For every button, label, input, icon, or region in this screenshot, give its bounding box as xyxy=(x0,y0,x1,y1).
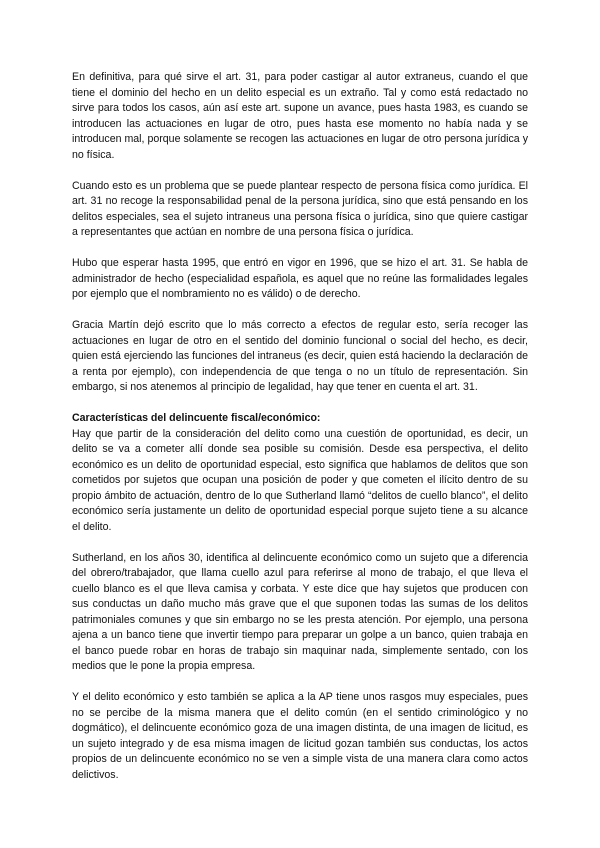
paragraph-rasgos-especiales: Y el delito económico y esto también se aplica a la AP tiene unos rasgos muy especiales, pues no se percibe de la misma manera que el delito común (en el sentido criminológico y no dogmático), el delincuente económico goza de una imagen distinta, de una imagen de licitud, es un sujeto integrado y de esa misma imagen de licitud gozan también sus conductas, los actos propios de un delincuente económico no se ven a simple vista de una manera clara como actos delictivos. xyxy=(72,691,528,781)
paragraph-oportunidad: Hay que partir de la consideración del delito como una cuestión de oportunidad, es decir, un delito se va a cometer allí donde sea posible su comisión. Desde esa perspectiva, el delito económico es un delito de oportunidad especial, esto significa que hablamos de delitos que son cometidos por sujetos que ocupan una posición de poder y que cometen el ilícito dentro de su propio ámbito de actuación, dentro de lo que Sutherland llamó “delitos de cuello blanco”, el delito económico sería justamente un delito de oportunidad especial porque sujeto tiene a su alcance el delito. xyxy=(72,427,528,533)
paragraph-art31-purpose: En definitiva, para qué sirve el art. 31, para poder castigar al autor extraneus, cuando el que tiene el dominio del hecho en un delito especial es un extraño. Tal y como está redactado no sirve para todos los casos, aún así este art. supone un avance, pues hasta 1983, es cuando se introducen las actuaciones en lugar de otro, pues hasta ese momento no había nada y se introducen mal, porque solamente se recogen las actuaciones en lugar de otro persona jurídica y no física. xyxy=(72,71,528,161)
paragraph-persona-fisica-juridica: Cuando esto es un problema que se puede plantear respecto de persona física como jurídica. El art. 31 no recoge la responsabilidad penal de la persona jurídica, sino que está pensando en los delitos especiales, sea el sujeto intraneus una persona física o jurídica, sino que quiere castigar a representantes que actúan en nombre de una persona física o jurídica. xyxy=(72,179,528,238)
paragraph-gracia-martin: Gracia Martín dejó escrito que lo más correcto a efectos de regular esto, sería recoger las actuaciones en lugar de otro en el sentido del dominio funcional o social del hecho, es decir, quien está ejerciendo las funciones del intraneus (es decir, quien está haciendo la declaración de a renta por ejemplo), con independencia de que tenga o no un título de representación. Sin embargo, si nos atenemos al principio de legalidad, hay que tener en cuenta el art. 31. xyxy=(72,319,528,393)
document-page xyxy=(72,70,528,799)
section-heading: Características del delincuente fiscal/económico: xyxy=(72,412,321,424)
paragraph-sutherland: Sutherland, en los años 30, identifica al delincuente económico como un sujeto que a diferencia del obrero/trabajador, que llama cuello azul para referirse al mono de trabajo, el que lleva el cuello blanco es el que lleva camisa y corbata. Y este dice que hay sujetos que producen con sus conductas un daño mucho más grave que el que suponen todas las sumas de los delitos patrimoniales comunes y que sin embargo no se les presta atención. Por ejemplo, una persona ajena a un banco tiene que invertir tiempo para preparar un golpe a un banco, quien trabaja en el banco puede robar en horas de trabajo sin maquinar nada, simplemente sentado, con los medios que le pone la propia empresa. xyxy=(72,551,528,672)
paragraph-administrador-de-hecho: Hubo que esperar hasta 1995, que entró en vigor en 1996, que se hizo el art. 31. Se habla de administrador de hecho (especialidad española, es aquel que no reúne las formalidades legales por ejemplo que el nombramiento no es válido) o de derecho. xyxy=(72,257,528,300)
